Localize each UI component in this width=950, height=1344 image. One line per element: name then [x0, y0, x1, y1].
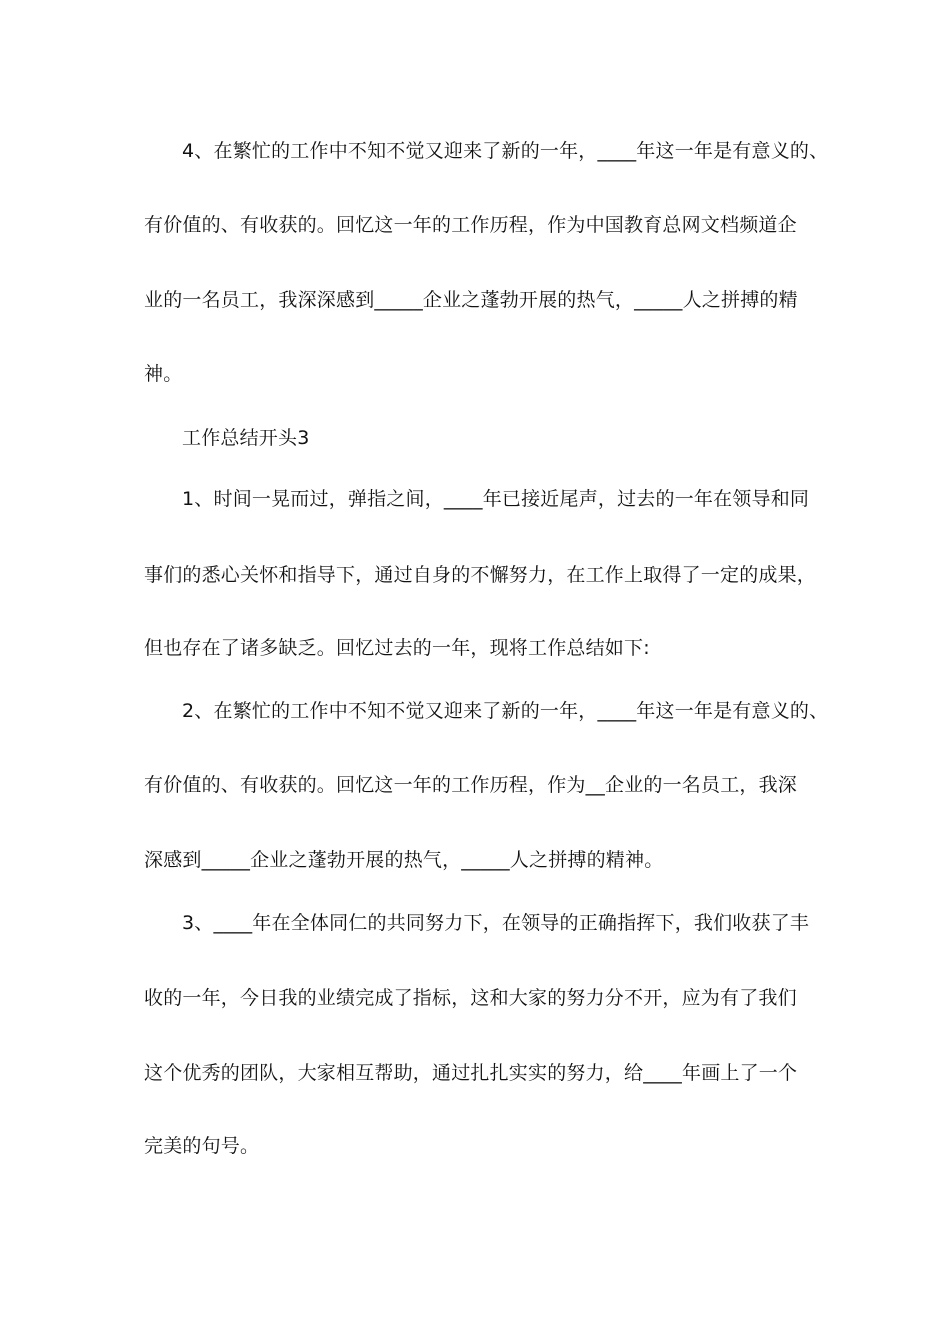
- paragraph-3-line-3: 这个优秀的团队，大家相互帮助，通过扎扎实实的努力，给____年画上了一个: [144, 1062, 798, 1084]
- paragraph-4-line-3: 业的一名员工，我深深感到_____企业之蓬勃开展的热气，_____人之拼搏的精: [144, 289, 798, 311]
- paragraph-2-line-1: 2、在繁忙的工作中不知不觉又迎来了新的一年，____年这一年是有意义的、: [182, 700, 829, 722]
- paragraph-4-line-2: 有价值的、有收获的。回忆这一年的工作历程，作为中国教育总网文档频道企: [144, 214, 797, 236]
- paragraph-3-line-4: 完美的句号。: [144, 1135, 260, 1157]
- paragraph-2-line-3: 深感到_____企业之蓬勃开展的热气，_____人之拼搏的精神。: [144, 849, 664, 871]
- paragraph-4-line-1: 4、在繁忙的工作中不知不觉又迎来了新的一年，____年这一年是有意义的、: [182, 140, 829, 162]
- section-heading: 工作总结开头3: [182, 427, 310, 449]
- paragraph-1-line-3: 但也存在了诸多缺乏。回忆过去的一年，现将工作总结如下:: [144, 637, 650, 659]
- paragraph-2-line-2: 有价值的、有收获的。回忆这一年的工作历程，作为__企业的一名员工，我深: [144, 774, 798, 796]
- paragraph-1-line-2: 事们的悉心关怀和指导下，通过自身的不懈努力，在工作上取得了一定的成果，: [144, 564, 817, 586]
- paragraph-3-line-1: 3、____年在全体同仁的共同努力下，在领导的正确指挥下，我们收获了丰: [182, 912, 810, 934]
- paragraph-4-line-4: 神。: [144, 363, 183, 385]
- paragraph-1-line-1: 1、时间一晃而过，弹指之间，____年已接近尾声，过去的一年在领导和同: [182, 488, 810, 510]
- paragraph-3-line-2: 收的一年，今日我的业绩完成了指标，这和大家的努力分不开，应为有了我们: [144, 987, 797, 1009]
